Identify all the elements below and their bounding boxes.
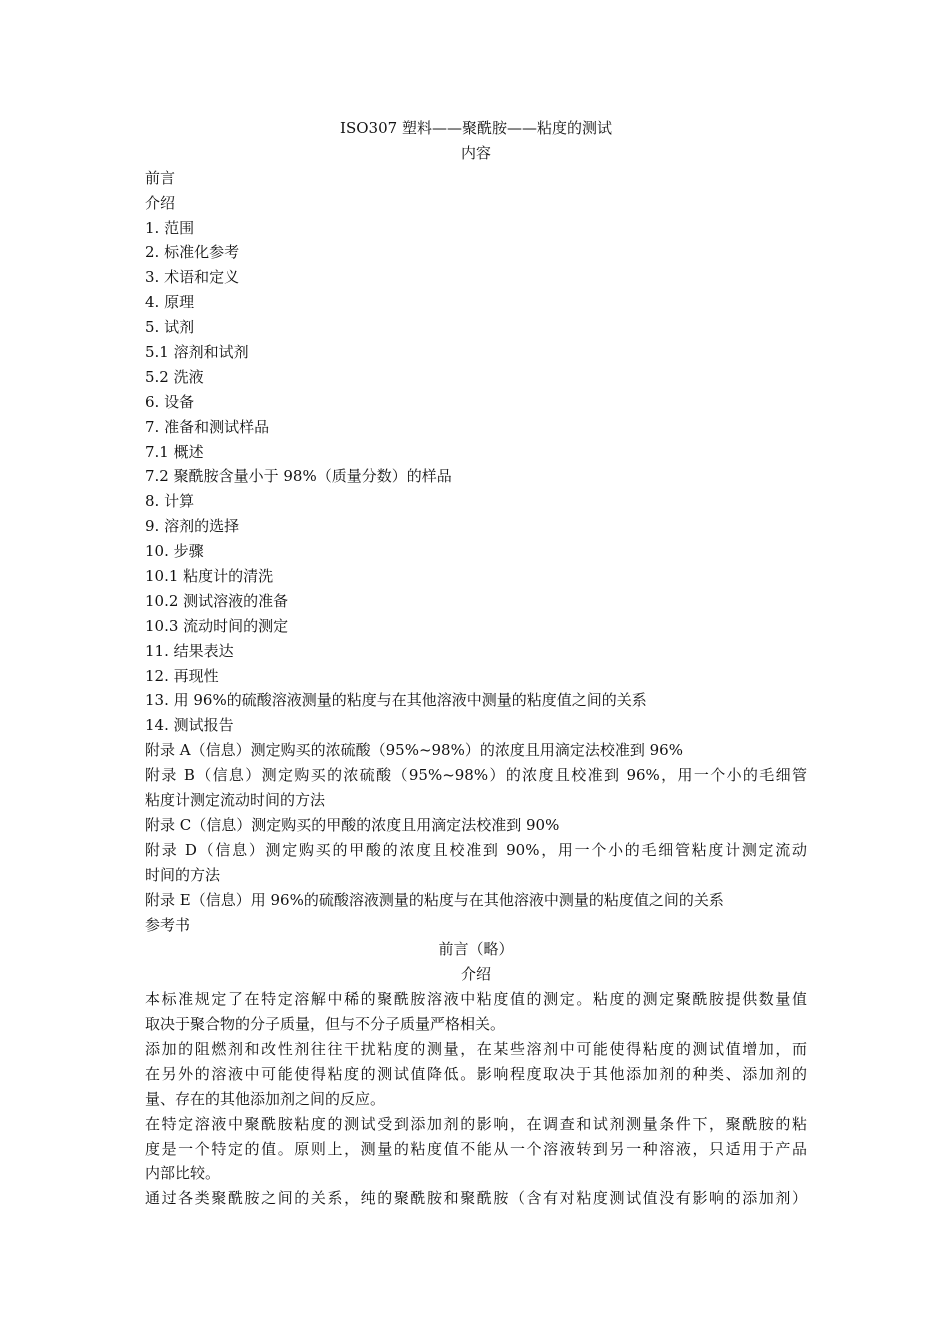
toc-item: 4. 原理: [145, 293, 195, 312]
intro-paragraph-4: [145, 1186, 807, 1211]
toc-item: 3. 术语和定义: [145, 268, 240, 287]
toc-annex-d-line1: 附录 D（信息）测定购买的甲酸的浓度且校准到 90%，用一个小的毛细管粘度计测定流动: [145, 840, 807, 859]
paragraph-line: 内部比较。: [145, 1164, 221, 1183]
document-title: ISO307 塑料——聚酰胺——粘度的测试: [340, 119, 612, 137]
toc-item: 7.2 聚酰胺含量小于 98%（质量分数）的样品: [145, 467, 452, 486]
toc-item: 10.3 流动时间的测定: [145, 616, 289, 635]
toc-item: 前言: [145, 168, 176, 187]
toc-annex-e: 附录 E（信息）用 96%的硫酸溶液测量的粘度与在其他溶液中测量的粘度值之间的关系: [145, 890, 724, 909]
toc-annex-b-line1: 附录 B（信息）测定购买的浓硫酸（95%~98%）的浓度且校准到 96%，用一个小的毛细管: [145, 766, 807, 785]
toc-item: 11. 结果表达: [145, 641, 234, 660]
toc-annex-b-line2: 粘度计测定流动时间的方法: [145, 791, 326, 810]
toc-item: 介绍: [145, 193, 176, 212]
toc-item: 13. 用 96%的硫酸溶液测量的粘度与在其他溶液中测量的粘度值之间的关系: [145, 691, 647, 710]
paragraph-line: 在另外的溶液中可能使得粘度的测试值降低。影响程度取决于其他添加剂的种类、添加剂的: [145, 1064, 807, 1083]
toc-annex-d-line2: 时间的方法: [145, 865, 221, 884]
table-of-contents: [145, 166, 807, 938]
toc-item: 7.1 概述: [145, 442, 204, 461]
intro-paragraph-3: [145, 1112, 807, 1187]
toc-item: 12. 再现性: [145, 666, 219, 685]
toc-item: 10.2 测试溶液的准备: [145, 591, 289, 610]
toc-item: 9. 溶剂的选择: [145, 517, 240, 536]
toc-item: 6. 设备: [145, 392, 195, 411]
toc-item: 10. 步骤: [145, 542, 204, 561]
toc-item: 14. 测试报告: [145, 716, 234, 735]
paragraph-line: 量、存在的其他添加剂之间的反应。: [145, 1089, 386, 1108]
foreword-heading: 前言（略）: [438, 940, 514, 959]
paragraph-line: 在特定溶液中聚酰胺粘度的测试受到添加剂的影响，在调查和试剂测量条件下，聚酰胺的粘: [145, 1114, 807, 1133]
toc-item: 2. 标准化参考: [145, 243, 240, 262]
toc-annex-c: 附录 C（信息）测定购买的甲酸的浓度且用滴定法校准到 90%: [145, 815, 560, 834]
toc-item: 5.2 洗液: [145, 367, 204, 386]
toc-item: 5.1 溶剂和试剂: [145, 343, 249, 362]
intro-paragraph-1: [145, 987, 807, 1037]
document-page: [145, 116, 807, 1211]
toc-bibliography: 参考书: [145, 915, 191, 934]
intro-paragraph-2: [145, 1037, 807, 1112]
toc-item: 7. 准备和测试样品: [145, 417, 270, 436]
paragraph-line: 度是一个特定的值。原则上，测量的粘度值不能从一个溶液转到另一种溶液，只适用于产品: [145, 1139, 807, 1158]
toc-item: 5. 试剂: [145, 318, 195, 337]
toc-item: 附录 A（信息）测定购买的浓硫酸（95%~98%）的浓度且用滴定法校准到 96%: [145, 741, 683, 760]
paragraph-line: 取决于聚合物的分子质量，但与不分子质量严格相关。: [145, 1015, 506, 1034]
contents-heading: 内容: [460, 143, 491, 162]
paragraph-line: 通过各类聚酰胺之间的关系，纯的聚酰胺和聚酰胺（含有对粘度测试值没有影响的添加剂）: [145, 1189, 807, 1208]
toc-item: 8. 计算: [145, 492, 195, 511]
paragraph-line: 添加的阻燃剂和改性剂往往干扰粘度的测量，在某些溶剂中可能使得粘度的测试值增加，而: [145, 1039, 807, 1058]
toc-item: 1. 范围: [145, 218, 195, 237]
introduction-heading: 介绍: [460, 965, 491, 984]
toc-item: 10.1 粘度计的清洗: [145, 567, 274, 586]
paragraph-line: 本标准规定了在特定溶解中稀的聚酰胺溶液中粘度值的测定。粘度的测定聚酰胺提供数量值: [145, 990, 807, 1009]
